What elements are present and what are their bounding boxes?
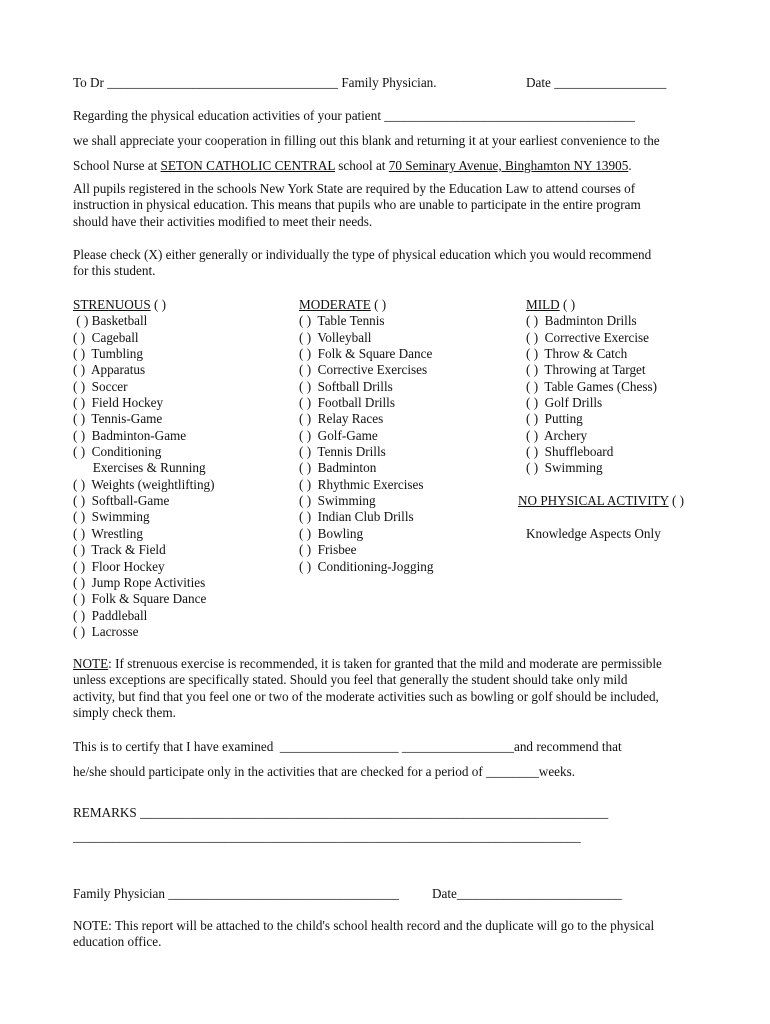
strenuous-activity-item[interactable]: ( ) Wrestling	[73, 525, 143, 541]
strenuous-activity-item[interactable]: ( ) Paddleball	[73, 607, 148, 623]
strenuous-activity-item[interactable]: ( ) Softball-Game	[73, 493, 170, 509]
mild-activity-item[interactable]: ( ) Corrective Exercise	[526, 329, 650, 345]
date-line: Date _________________	[526, 75, 667, 90]
remarks-line-1: REMARKS _______________________________________________________________________	[73, 805, 609, 820]
strenuous-checkbox[interactable]: ( )	[150, 297, 167, 312]
moderate-checkbox[interactable]: ( )	[370, 297, 387, 312]
paragraph-line: activity, but find that you feel one or two of the moderate activities such as bowling or golf should be included,	[73, 688, 659, 704]
mild-checkbox[interactable]: ( )	[559, 297, 576, 312]
mild-header	[526, 297, 657, 313]
paragraph-line: instruction in physical education. This means that pupils who are unable to participate in the entire program	[73, 197, 641, 213]
mild-activity-item[interactable]: ( ) Throw & Catch	[526, 346, 628, 362]
strenuous-activity-item[interactable]: ( ) Floor Hockey	[73, 558, 165, 574]
school-mid: school at	[334, 158, 389, 173]
note-paragraph	[73, 656, 703, 722]
moderate-activity-item[interactable]: ( ) Badminton	[299, 460, 377, 476]
moderate-list	[299, 313, 433, 575]
moderate-title: MODERATE	[299, 297, 371, 312]
moderate-activity-item[interactable]: ( ) Rhythmic Exercises	[299, 476, 424, 492]
moderate-activity-item[interactable]: ( ) Folk & Square Dance	[299, 346, 433, 362]
strenuous-activity-item[interactable]: ( ) Conditioning	[73, 444, 162, 460]
moderate-activity-item[interactable]: ( ) Swimming	[299, 493, 376, 509]
education-law-paragraph	[73, 181, 703, 230]
mild-column	[526, 297, 657, 477]
paragraph-line: simply check them.	[73, 705, 176, 721]
paragraph-line: unless exceptions are specifically stated. Should you feel that generally the student should take only mild	[73, 672, 628, 688]
certify-line-2: he/she should participate only in the activities that are checked for a period of ________weeks.	[73, 764, 576, 779]
footer-note	[73, 918, 703, 951]
strenuous-activity-item[interactable]: ( ) Track & Field	[73, 542, 166, 558]
regarding-line: Regarding the physical education activities of your patient ______________________________________	[73, 108, 635, 123]
strenuous-activity-item[interactable]: ( ) Weights (weightlifting)	[73, 476, 215, 492]
mild-activity-item[interactable]: ( ) Throwing at Target	[526, 362, 646, 378]
school-prefix: School Nurse at	[73, 158, 161, 173]
strenuous-activity-item[interactable]: ( ) Jump Rope Activities	[73, 574, 206, 590]
strenuous-activity-item[interactable]: ( ) Soccer	[73, 378, 128, 394]
moderate-header	[299, 297, 433, 313]
remarks-line-2: _____________________________________________________________________________	[73, 829, 581, 844]
strenuous-activity-item[interactable]: ( ) Field Hockey	[73, 395, 164, 411]
strenuous-activity-item[interactable]: ( ) Apparatus	[73, 362, 146, 378]
moderate-activity-item[interactable]: ( ) Frisbee	[299, 542, 357, 558]
moderate-activity-item[interactable]: ( ) Bowling	[299, 525, 364, 541]
school-suffix: .	[628, 158, 632, 173]
mild-activity-item[interactable]: ( ) Table Games (Chess)	[526, 378, 658, 394]
moderate-column	[299, 297, 433, 575]
strenuous-column	[73, 297, 215, 640]
strenuous-activity-item[interactable]: ( ) Cageball	[73, 329, 139, 345]
mild-activity-item[interactable]: ( ) Archery	[526, 427, 588, 443]
paragraph-line	[73, 656, 703, 672]
strenuous-activity-item[interactable]: ( ) Tennis-Game	[73, 411, 163, 427]
strenuous-list	[73, 313, 215, 640]
school-nurse-line	[73, 157, 632, 174]
strenuous-header	[73, 297, 215, 313]
no-physical-activity-line	[518, 492, 684, 509]
strenuous-activity-item[interactable]: ( ) Folk & Square Dance	[73, 591, 207, 607]
moderate-activity-item[interactable]: ( ) Relay Races	[299, 411, 384, 427]
strenuous-activity-item[interactable]: ( ) Lacrosse	[73, 623, 139, 639]
paragraph-line: Please check (X) either generally or individually the type of physical education which you would recommend	[73, 247, 652, 262]
paragraph-line: should have their activities modified to meet their needs.	[73, 213, 373, 229]
knowledge-aspects: Knowledge Aspects Only	[526, 526, 661, 541]
moderate-activity-item[interactable]: ( ) Tennis Drills	[299, 444, 386, 460]
mild-activity-item[interactable]: ( ) Golf Drills	[526, 395, 603, 411]
signature-date: Date_________________________	[432, 886, 622, 901]
strenuous-title: STRENUOUS	[73, 297, 151, 312]
school-name: SETON CATHOLIC CENTRAL	[160, 158, 335, 173]
moderate-activity-item[interactable]: ( ) Golf-Game	[299, 427, 378, 443]
paragraph-line: for this student.	[73, 263, 156, 279]
to-dr-line: To Dr ___________________________________ Family Physician.	[73, 75, 437, 90]
strenuous-activity-item[interactable]: ( ) Tumbling	[73, 346, 143, 362]
moderate-activity-item[interactable]: ( ) Corrective Exercises	[299, 362, 428, 378]
no-physical-activity-title: NO PHYSICAL ACTIVITY	[518, 493, 669, 508]
moderate-activity-item[interactable]: ( ) Volleyball	[299, 329, 372, 345]
family-physician-signature: Family Physician ___________________________________	[73, 886, 400, 901]
paragraph-line: NOTE: This report will be attached to the child's school health record and the duplicate will go to the physical	[73, 918, 655, 933]
moderate-activity-item[interactable]: ( ) Indian Club Drills	[299, 509, 414, 525]
strenuous-activity-item[interactable]: Exercises & Running	[73, 460, 206, 476]
mild-activity-item[interactable]: ( ) Badminton Drills	[526, 313, 637, 329]
moderate-activity-item[interactable]: ( ) Softball Drills	[299, 378, 393, 394]
note-text: : If strenuous exercise is recommended, it is taken for granted that the mild and moderate are permissible	[108, 656, 662, 671]
mild-activity-item[interactable]: ( ) Swimming	[526, 460, 603, 476]
moderate-activity-item[interactable]: ( ) Conditioning-Jogging	[299, 558, 434, 574]
certify-line-1: This is to certify that I have examined __________________ _________________and recommend that	[73, 739, 622, 754]
appreciate-line: we shall appreciate your cooperation in filling out this blank and returning it at your earliest convenience to the	[73, 133, 660, 148]
mild-activity-item[interactable]: ( ) Shuffleboard	[526, 444, 614, 460]
mild-activity-item[interactable]: ( ) Putting	[526, 411, 583, 427]
moderate-activity-item[interactable]: ( ) Football Drills	[299, 395, 395, 411]
moderate-activity-item[interactable]: ( ) Table Tennis	[299, 313, 385, 329]
mild-title: MILD	[526, 297, 560, 312]
no-physical-activity-checkbox[interactable]: ( )	[668, 493, 685, 508]
strenuous-activity-item[interactable]: ( ) Basketball	[73, 313, 148, 329]
strenuous-activity-item[interactable]: ( ) Swimming	[73, 509, 150, 525]
paragraph-line: education office.	[73, 934, 162, 950]
instructions-paragraph	[73, 247, 703, 280]
paragraph-line: All pupils registered in the schools New York State are required by the Education Law to attend courses of	[73, 181, 636, 196]
mild-list	[526, 313, 657, 476]
school-address: 70 Seminary Avenue, Binghamton NY 13905	[388, 158, 629, 173]
note-label: NOTE	[73, 656, 109, 671]
strenuous-activity-item[interactable]: ( ) Badminton-Game	[73, 427, 187, 443]
